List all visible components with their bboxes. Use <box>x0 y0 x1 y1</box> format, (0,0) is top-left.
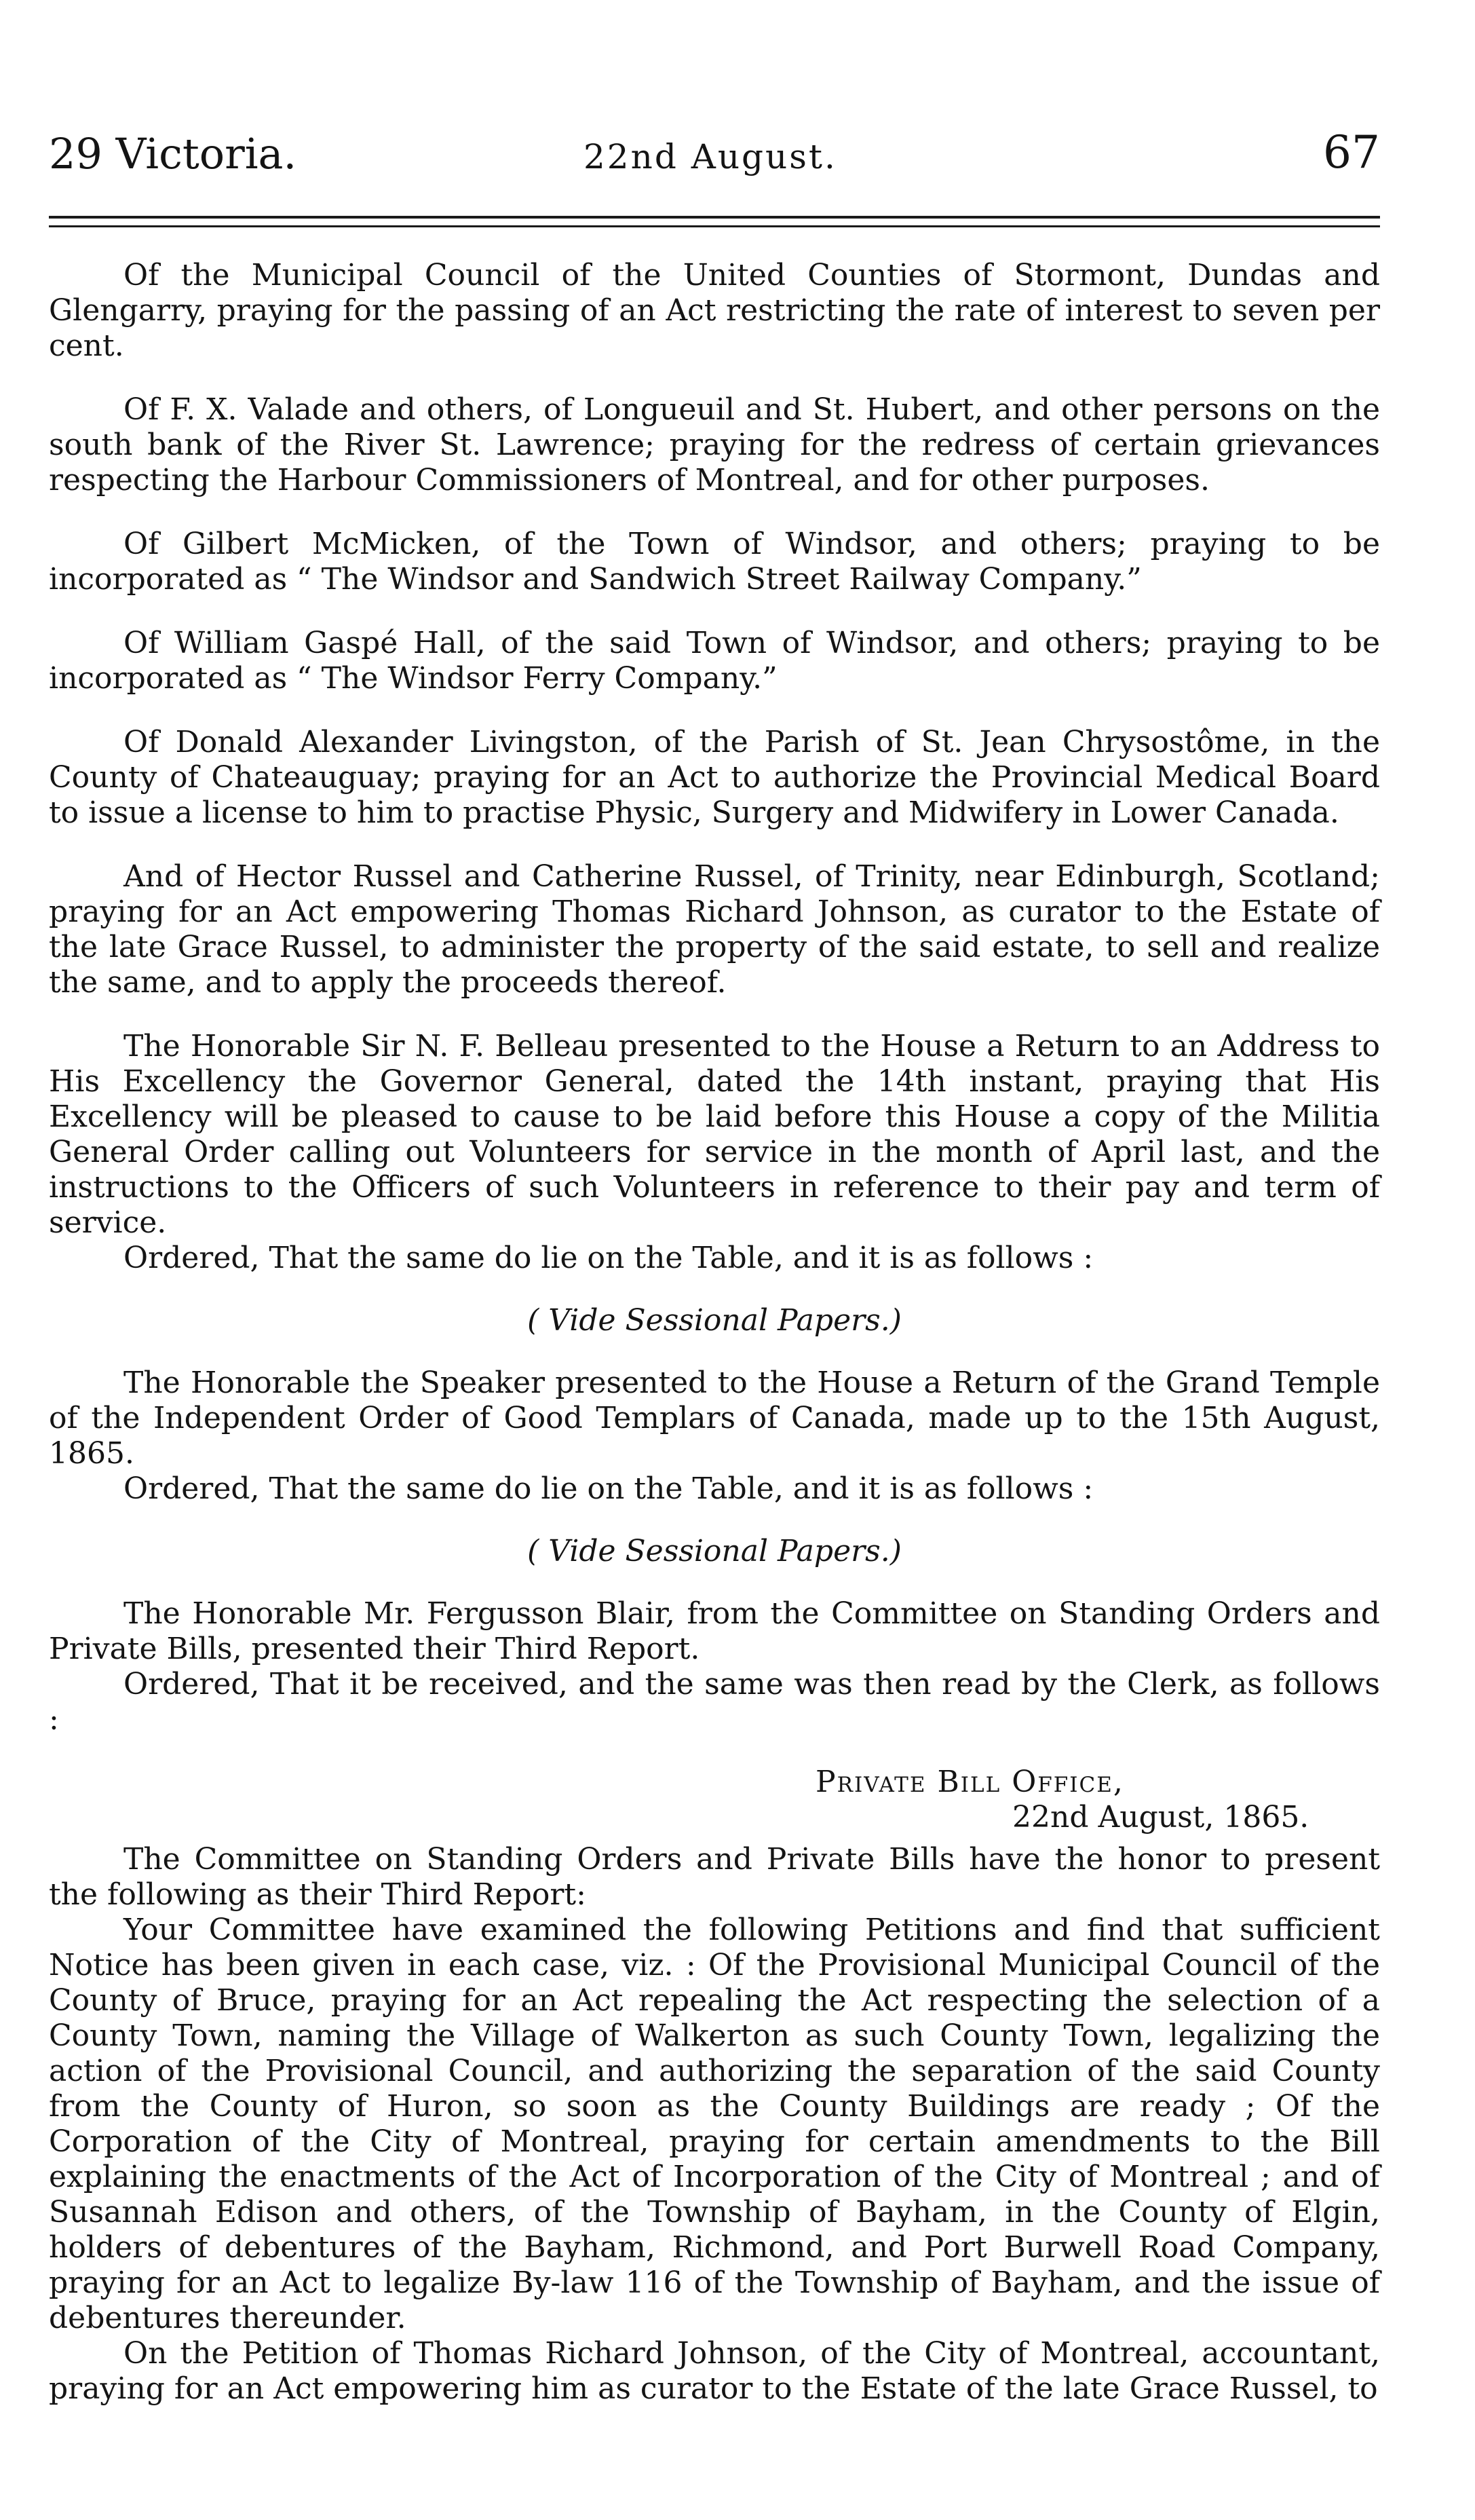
office-name: Private Bill Office, <box>816 1765 1124 1799</box>
page-header <box>0 0 1475 224</box>
report-paragraph: Your Committee have examined the following Petitions and find that sufficient Notice has been given in each case, viz. : Of the Provisional Municipal Council of the County of Bruce, praying for an Act repealing the Act respecting the selection of a County Town, naming the Village of Walkerton as such County Town, legalizing the action of the Provisional Council, and authorizing the separation of the said County from the County of Huron, so soon as the County Buildings are ready ; Of the Corporation of the City of Montreal, praying for certain amendments to the Bill explaining the enactments of the Act of Incorporation of the City of Montreal ; and of Susannah Edison and others, of the Township of Bayham, in the County of Elgin, holders of debentures of the Bayham, Richmond, and Port Burwell Road Company, praying for an Act to legalize By-law 116 of the Township of Bayham, and the issue of debentures thereunder. <box>49 1913 1380 2335</box>
petition-paragraph: Of F. X. Valade and others, of Longueuil and St. Hubert, and other persons on the south bank of the River St. Lawrence; praying for the redress of certain grievances respecting the Harbour Commissioners of Montreal, and for other purposes. <box>49 392 1380 497</box>
header-rule-top <box>49 216 1380 219</box>
vide-sessional-papers: ( Vide Sessional Papers.) <box>527 1534 902 1568</box>
header-rule-bottom <box>49 225 1380 227</box>
ordered-line: Ordered, That the same do lie on the Table, and it is as follows : <box>123 1471 1094 1506</box>
header-date <box>583 129 837 178</box>
petition-paragraph: Of William Gaspé Hall, of the said Town of Windsor, and others; praying to be incorporated as “ The Windsor Ferry Company.” <box>49 626 1380 696</box>
report-paragraph: The Honorable Mr. Fergusson Blair, from the Committee on Standing Orders and Private Bills, presented their Third Report. <box>49 1596 1380 1666</box>
petition-paragraph: Of Donald Alexander Livingston, of the Parish of St. Jean Chrysostôme, in the County of Chateauguay; praying for an Act to authorize the Provincial Medical Board to issue a license to him to practise Physic, Surgery and Midwifery in Lower Canada. <box>49 725 1380 830</box>
ordered-line: Ordered, That it be received, and the same was then read by the Clerk, as follows : <box>49 1667 1380 1737</box>
ordered-line: Ordered, That the same do lie on the Table, and it is as follows : <box>123 1241 1094 1275</box>
report-paragraph: On the Petition of Thomas Richard Johnson, of the City of Montreal, accountant, praying for an Act empowering him as curator to the Estate of the late Grace Russel, to <box>49 2336 1380 2406</box>
vide-sessional-papers: ( Vide Sessional Papers.) <box>527 1303 902 1338</box>
header-date-text: 22nd August. <box>583 137 837 176</box>
petition-paragraph: Of the Municipal Council of the United Counties of Stormont, Dundas and Glengarry, praying for the passing of an Act restricting the rate of interest to seven per cent. <box>49 258 1380 363</box>
page-number: 67 <box>1323 126 1380 178</box>
return-paragraph: The Honorable Sir N. F. Belleau presented to the House a Return to an Address to His Excellency the Governor General, dated the 14th instant, praying that His Excellency will be pleased to cause to be laid before this House a copy of the Militia General Order calling out Volunteers for service in the month of April last, and the instructions to the Officers of such Volunteers in reference to their pay and term of service. <box>49 1029 1380 1240</box>
return-paragraph: The Honorable the Speaker presented to the House a Return of the Grand Temple of the Independent Order of Good Templars of Canada, made up to the 15th August, 1865. <box>49 1366 1380 1471</box>
report-paragraph: The Committee on Standing Orders and Private Bills have the honor to present the following as their Third Report: <box>49 1842 1380 1912</box>
petition-paragraph: And of Hector Russel and Catherine Russel, of Trinity, near Edinburgh, Scotland; praying for an Act empowering Thomas Richard Johnson, as curator to the Estate of the late Grace Russel, to administer the property of the said estate, to sell and realize the same, and to apply the proceeds thereof. <box>49 859 1380 1000</box>
office-date: 22nd August, 1865. <box>1012 1800 1309 1835</box>
header-session: 29 Victoria. <box>49 129 297 178</box>
petition-paragraph: Of Gilbert McMicken, of the Town of Windsor, and others; praying to be incorporated as “ The Windsor and Sandwich Street Railway Company.” <box>49 527 1380 597</box>
private-bill-office <box>816 1765 1380 1800</box>
journal-body <box>49 258 1380 2407</box>
